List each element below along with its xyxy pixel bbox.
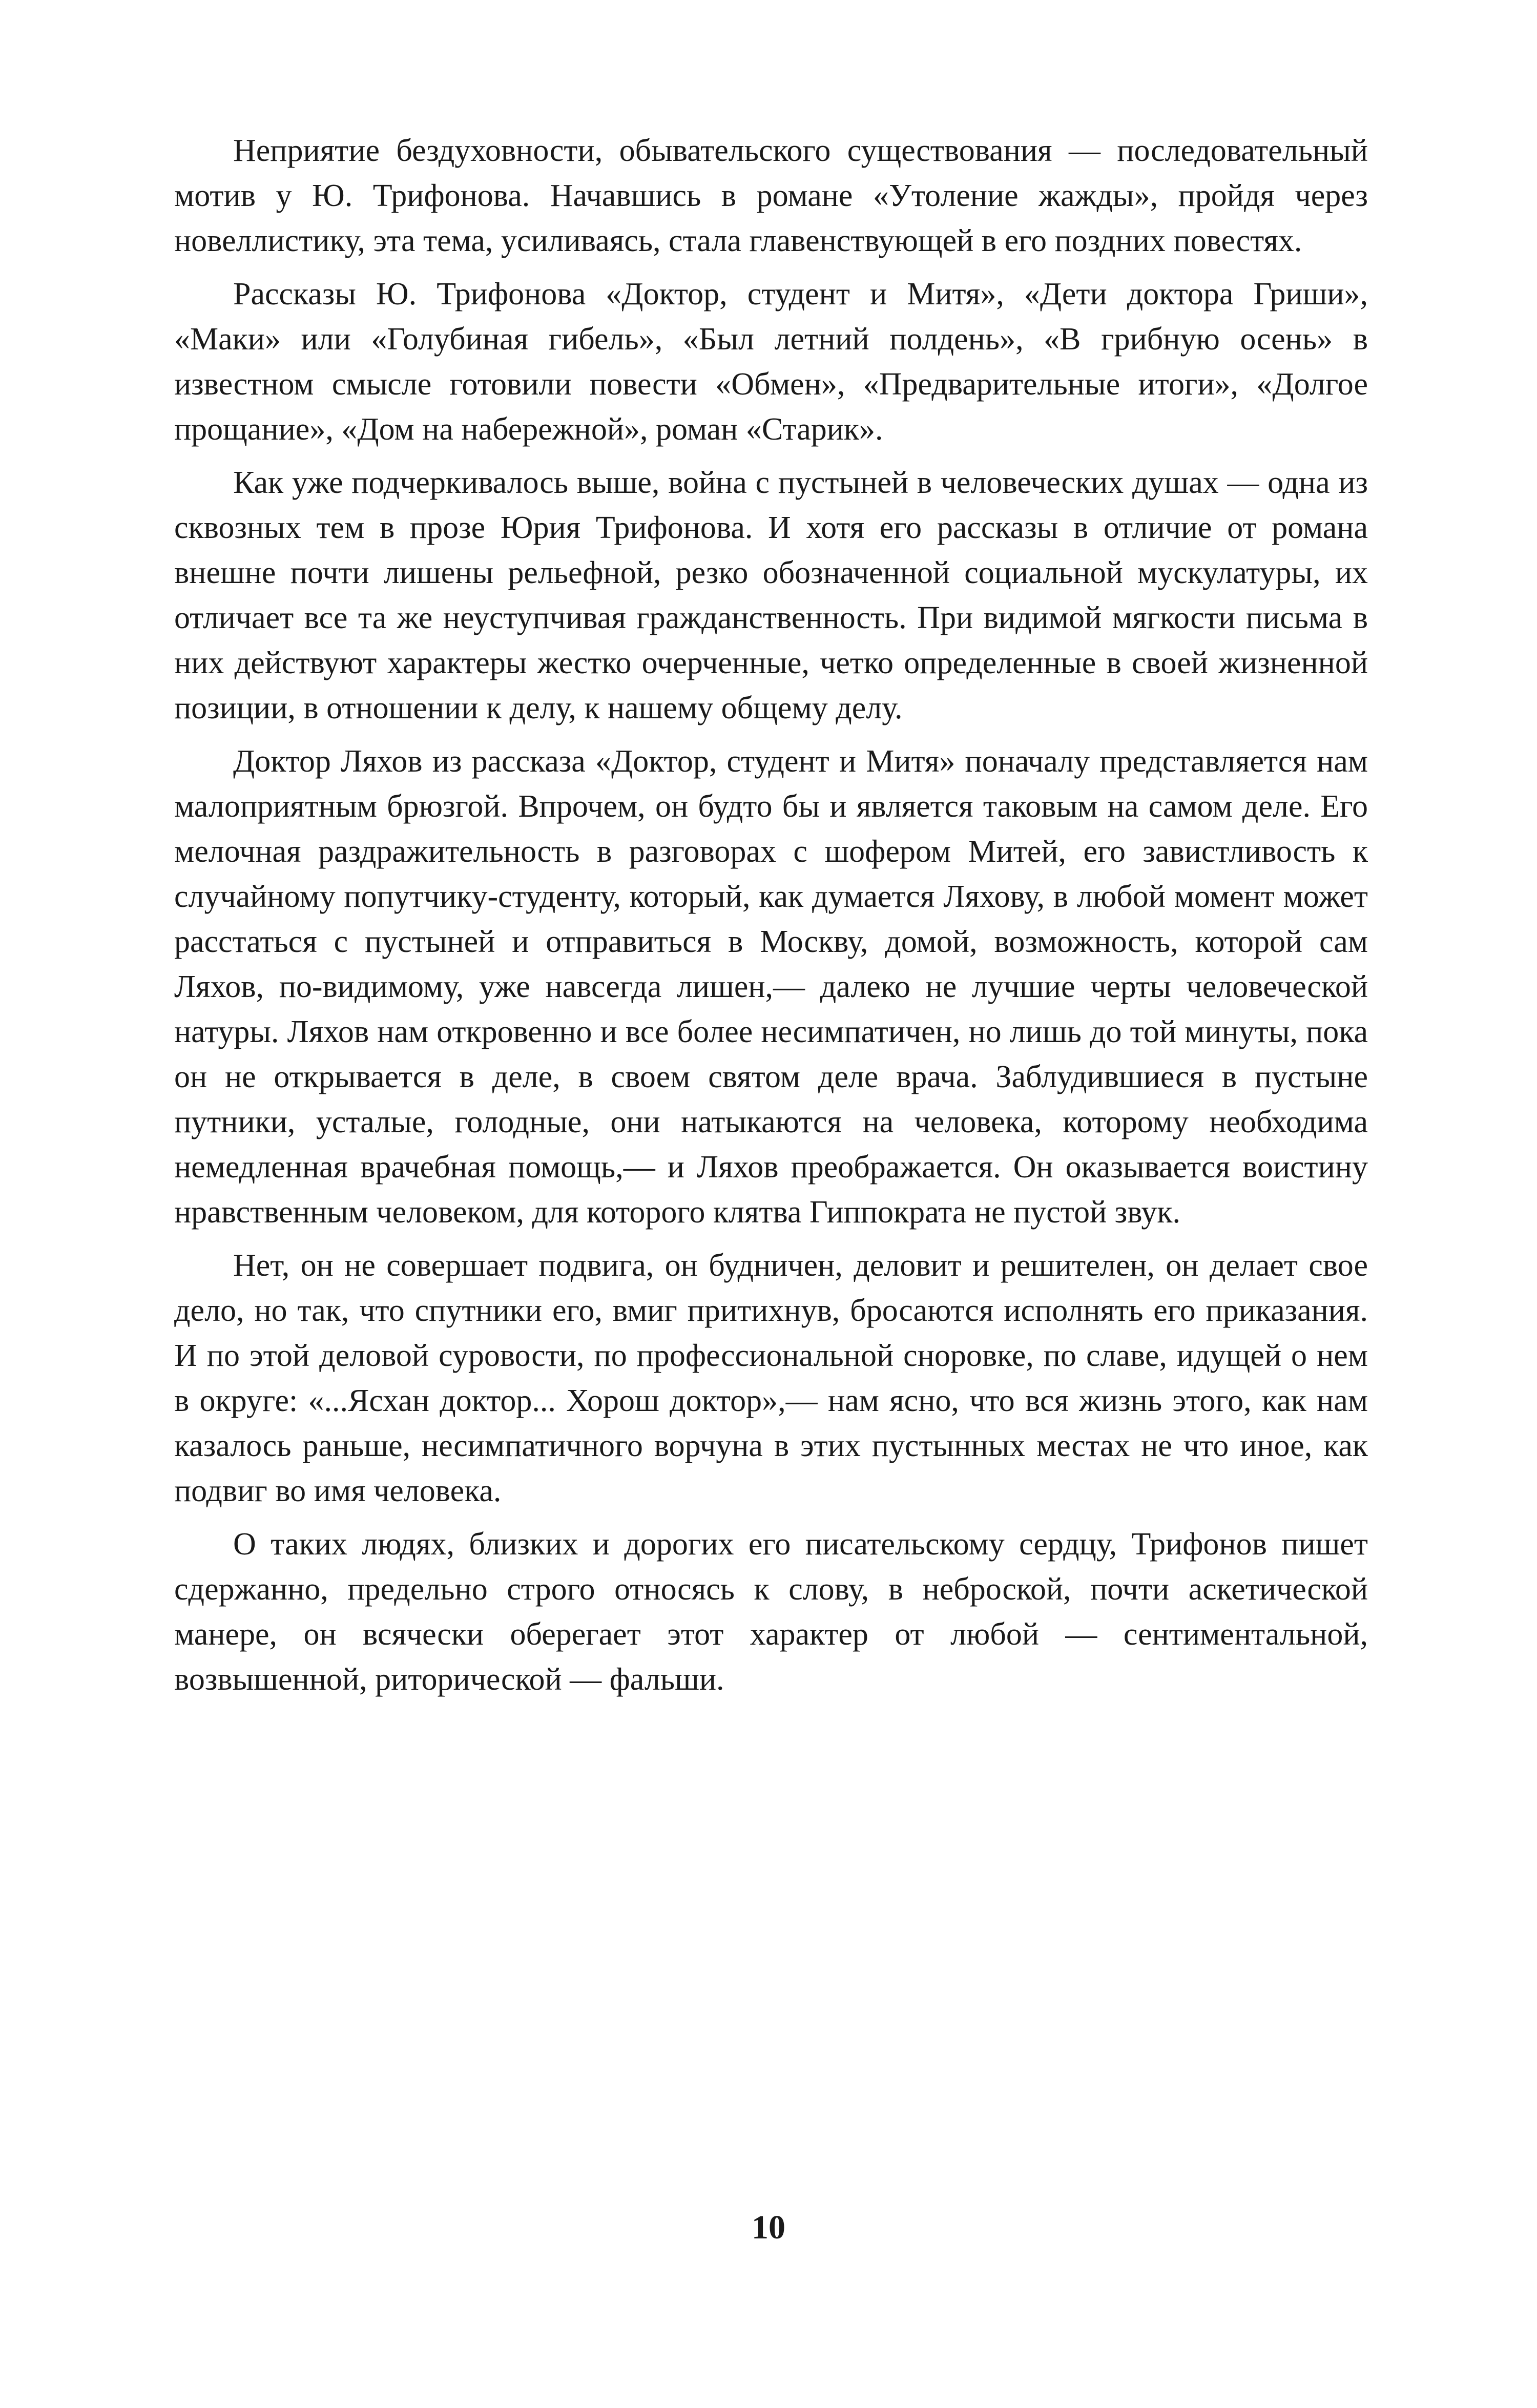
paragraph: Нет, он не совершает подвига, он будничен, деловит и решителен, он делает свое дело, но так, что спутники его, вмиг притихнув, бросаются исполнять его приказания. И по этой деловой суровости, по профессиональной сноровке, по славе, идущей о нем в округе: «...Ясхан доктор... Хорош доктор»,— нам ясно, что вся жизнь этого, как нам казалось раньше, несимпатичного ворчуна в этих пустынных местах не что иное, как подвиг во имя человека. bbox=[174, 1248, 1368, 1508]
paragraph: Как уже подчеркивалось выше, война с пустыней в человеческих душах — одна из сквозных тем в прозе Юрия Трифонова. И хотя его рассказы в отличие от романа внешне почти лишены рельефной, резко обозначенной социальной мускулатуры, их отличает все та же неуступчивая гражданственность. При видимой мягкости письма в них действуют характеры жестко очерченные, четко определенные в своей жизненной позиции, в отношении к делу, к нашему общему делу. bbox=[174, 465, 1368, 725]
paragraph: О таких людях, близких и дорогих его писательскому сердцу, Трифонов пишет сдержанно, предельно строго относясь к слову, в неброской, почти аскетической манере, он всячески оберегает этот характер от любой — сентиментальной, возвышенной, риторической — фальши. bbox=[174, 1527, 1368, 1697]
paragraph: Доктор Ляхов из рассказа «Доктор, студент и Митя» поначалу представляется нам малоприятным брюзгой. Впрочем, он будто бы и является таковым на самом деле. Его мелочная раздражительность в разговорах с шофером Митей, его завистливость к случайному попутчику-студенту, который, как думается Ляхову, в любой момент может расстаться с пустыней и отправиться в Москву, домой, возможность, которой сам Ляхов, по-видимому, уже навсегда лишен,— далеко не лучшие черты человеческой натуры. Ляхов нам откровенно и все более несимпатичен, но лишь до той минуты, пока он не открывается в деле, в своем святом деле врача. Заблудившиеся в пустыне путники, усталые, голодные, они натыкаются на человека, которому необходима немедленная врачебная помощь,— и Ляхов преображается. Он оказывается воистину нравственным человеком, для которого клятва Гиппократа не пустой звук. bbox=[174, 744, 1368, 1230]
page-number: 10 bbox=[752, 2209, 785, 2246]
paragraph: Неприятие бездуховности, обывательского существования — последовательный мотив у Ю. Трифонова. Начавшись в романе «Утоление жажды», пройдя через новеллистику, эта тема, усиливаясь, стала главенствующей в его поздних повестях. bbox=[174, 133, 1368, 258]
paragraph: Рассказы Ю. Трифонова «Доктор, студент и Митя», «Дети доктора Гриши», «Маки» или «Голубиная гибель», «Был летний полдень», «В грибную осень» в известном смысле готовили повести «Обмен», «Предварительные итоги», «Долгое прощание», «Дом на набережной», роман «Старик». bbox=[174, 277, 1368, 447]
page-body bbox=[174, 128, 1368, 2280]
